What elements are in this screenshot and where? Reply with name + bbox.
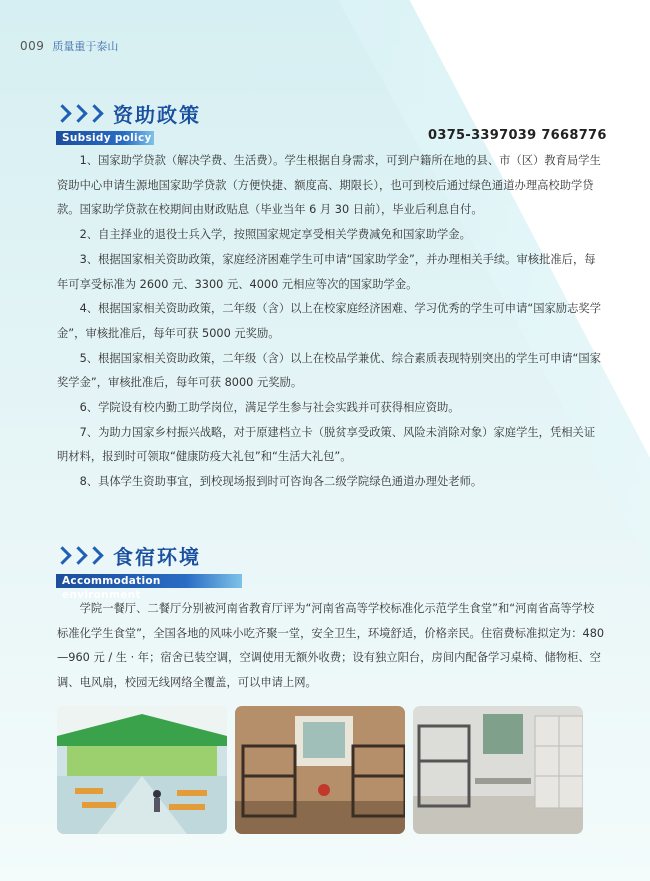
dormitory-room-photo: [413, 706, 583, 834]
subsidy-title: 资助政策: [113, 103, 201, 127]
triple-chevron-icon: [56, 549, 103, 562]
page-number: 009: [20, 39, 45, 53]
accommodation-paragraph: 学院一餐厅、二餐厅分别被河南省教育厅评为“河南省高等学校标准化示范学生食堂”和“河南省高等学校标准化学生食堂”，全国各地的风味小吃齐聚一堂，安全卫生，环境舒适，价格亲民。住宿费标准拟定为：480—960 元 / 生 · 年；宿舍已装空调，空调使用无额外收费；设有独立阳台，房间内配备学习桌椅、储物柜、空调、电风扇，校园无线网络全覆盖，可以申请上网。: [57, 602, 605, 690]
triple-chevron-icon: [56, 107, 103, 120]
subsidy-paragraph-4: 4、根据国家相关资助政策，二年级（含）以上在校家庭经济困难、学习优秀的学生可申请“国家励志奖学金”，审核批准后，每年可获 5000 元奖励。: [57, 302, 601, 340]
subsidy-paragraph-8: 8、具体学生资助事宜，到校现场报到时可咨询各二级学院绿色通道办理处老师。: [79, 475, 483, 489]
canteen-photo: [57, 706, 227, 834]
accommodation-en-label: Accommodation environment: [56, 574, 242, 588]
subsidy-paragraph-6: 6、学院设有校内勤工助学岗位，满足学生参与社会实践并可获得相应资助。: [79, 401, 460, 415]
subsidy-paragraph-2: 2、自主择业的退役士兵入学，按照国家规定享受相关学费减免和国家助学金。: [79, 228, 471, 242]
accommodation-section-heading: [56, 541, 201, 570]
subsidy-body: [57, 149, 605, 495]
dormitory-bunk-photo: [235, 706, 405, 834]
accommodation-body: [57, 597, 605, 696]
photo-strip: [57, 706, 583, 834]
subsidy-paragraph-7: 7、为助力国家乡村振兴战略，对于原建档立卡（脱贫享受政策、风险未消除对象）家庭学生，凭相关证明材料，报到时可领取“健康防疫大礼包”和“生活大礼包”。: [57, 425, 596, 464]
subsidy-section-heading: [56, 99, 201, 128]
subsidy-paragraph-5: 5、根据国家相关资助政策，二年级（含）以上在校品学兼优、综合素质表现特别突出的学生可申请“国家奖学金”，审核批准后，每年可获 8000 元奖励。: [57, 351, 601, 390]
subsidy-paragraph-1: 1、国家助学贷款（解决学费、生活费）。学生根据自身需求，可到户籍所在地的县、市（区）教育局学生资助中心申请生源地国家助学贷款（方便快捷、额度高、期限长），也可到校后通过绿色通道办理高校助学贷款。国家助学贷款在校期间由财政贴息（毕业当年 6 月 30 日前），毕业后利息自付。: [57, 154, 601, 217]
phone-numbers: 0375-3397039 7668776: [428, 128, 607, 143]
page-header: [20, 38, 118, 54]
subsidy-paragraph-3: 3、根据国家相关资助政策，家庭经济困难学生可申请“国家助学金”，并办理相关手续。审核批准后，每年可享受标准为 2600 元、3300 元、4000 元相应等次的国家助学金。: [57, 252, 596, 291]
subsidy-en-label: Subsidy policy: [56, 131, 154, 145]
accommodation-title: 食宿环境: [113, 545, 201, 569]
running-title: 质量重于泰山: [52, 40, 119, 53]
